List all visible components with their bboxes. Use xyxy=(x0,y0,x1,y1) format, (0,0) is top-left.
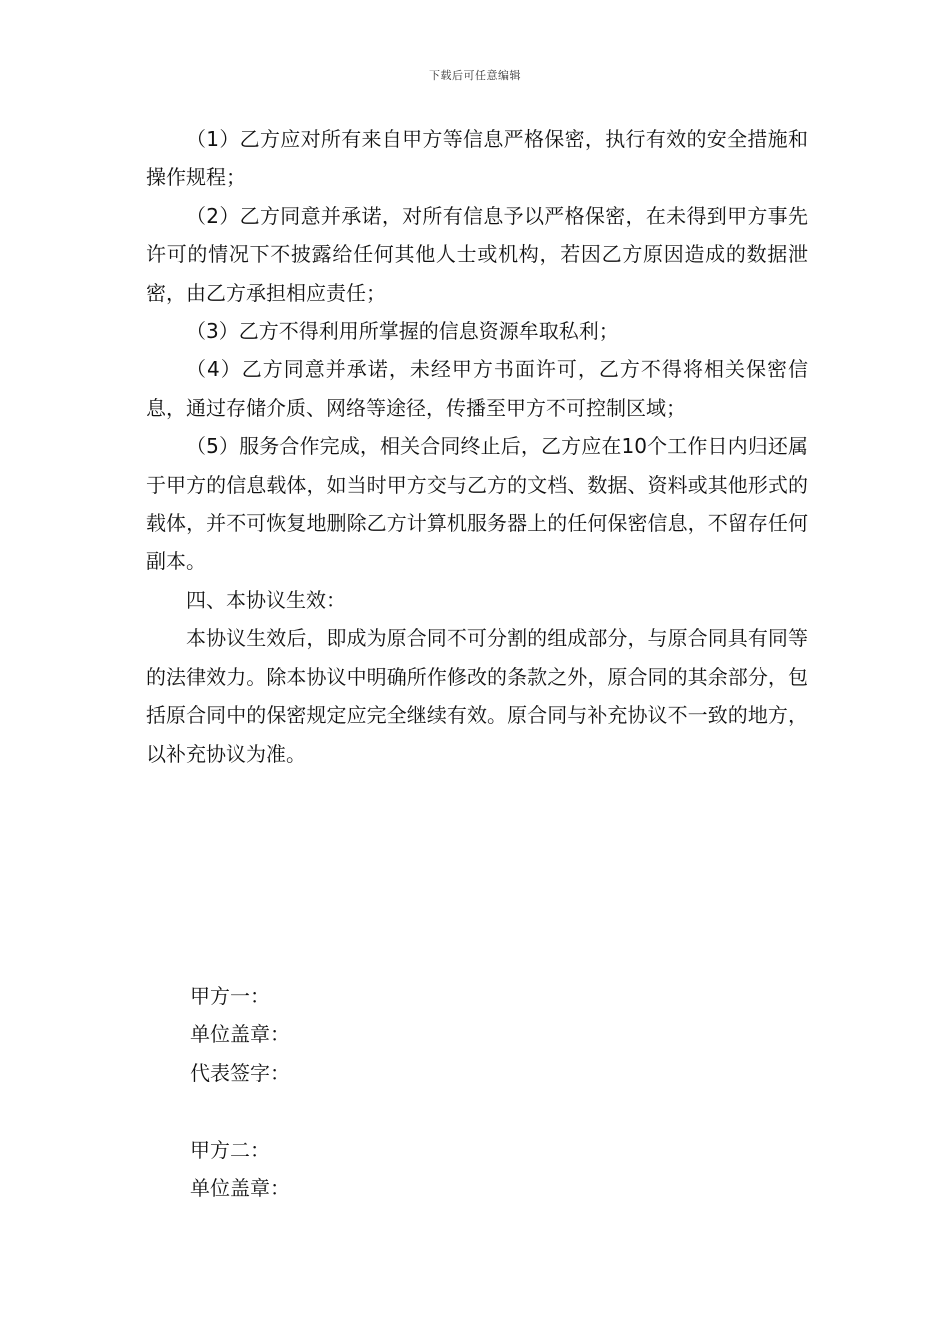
clause-5: （5）服务合作完成，相关合同终止后，乙方应在10个工作日内归还属于甲方的信息载体，如当时甲方交与乙方的文档、数据、资料或其他形式的载体，并不可恢复地删除乙方计算机服务器上的任何保密信息，不留存任何副本。 xyxy=(146,434,808,574)
clause-3: （3）乙方不得利用所掌握的信息资源牟取私利； xyxy=(186,319,619,344)
clause-1: （1）乙方应对所有来自甲方等信息严格保密，执行有效的安全措施和操作规程； xyxy=(146,127,808,190)
party-1-label: 甲方一： xyxy=(190,984,270,1008)
page-header: 下载后可任意编辑 xyxy=(429,69,521,82)
signature-block-party-1 xyxy=(190,977,290,1092)
party-1-seal-label: 单位盖章： xyxy=(190,1022,290,1047)
clause-4: （4）乙方同意并承诺，未经甲方书面许可，乙方不得将相关保密信息，通过存储介质、网络等途径，传播至甲方不可控制区域； xyxy=(146,357,808,420)
party-2-label: 甲方二： xyxy=(190,1138,270,1162)
document-body xyxy=(146,120,808,773)
signature-block-party-2 xyxy=(190,1131,290,1208)
party-1-representative-label: 代表签字： xyxy=(190,1060,290,1085)
clause-2: （2）乙方同意并承诺，对所有信息予以严格保密，在未得到甲方事先许可的情况下不披露给任何其他人士或机构，若因乙方原因造成的数据泄密，由乙方承担相应责任； xyxy=(146,203,808,305)
effectiveness-paragraph: 本协议生效后，即成为原合同不可分割的组成部分，与原合同具有同等的法律效力。除本协议中明确所作修改的条款之外，原合同的其余部分，包括原合同中的保密规定应完全继续有效。原合同与补充协议不一致的地方，以补充协议为准。 xyxy=(146,626,808,766)
section-heading-effectiveness: 四、本协议生效： xyxy=(186,587,346,612)
party-2-seal-label: 单位盖章： xyxy=(190,1176,290,1201)
